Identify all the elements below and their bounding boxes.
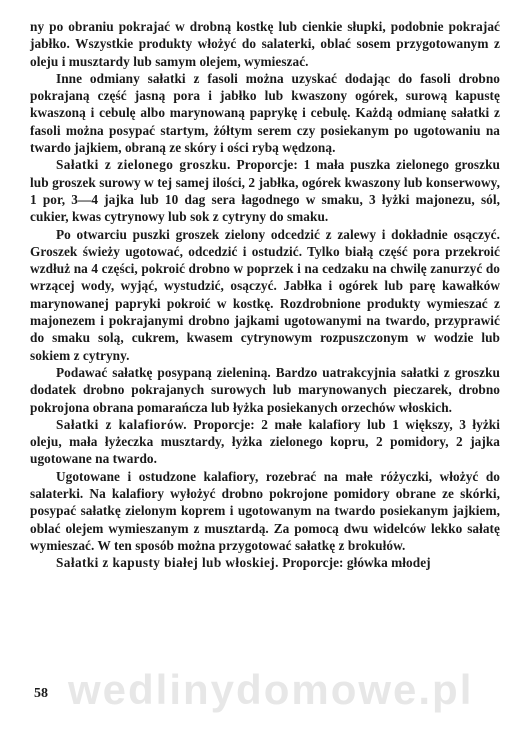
paragraph [30, 18, 500, 70]
paragraph-text: Inne odmiany sałatki z fasoli można uzyskać dodając do fasoli drobno pokrajaną część jasną pora i jabłko lub kwaszony ogórek, surową kapustę kwaszoną i cebulę albo marynowaną paprykę i cebulę. Każdą odmianę sałatki z fasoli można posypać startym, żółtym serem czy posiekanym po ugotowaniu na twardo jajkiem, obraną ze skóry i ości rybą wędzoną. [30, 70, 500, 156]
body-text [30, 18, 500, 572]
recipe-heading: Sałatki z zielonego groszku. [56, 157, 231, 173]
site-watermark: wedlinydomowe.pl [68, 666, 474, 713]
paragraph [30, 156, 500, 225]
book-page [30, 18, 500, 738]
paragraph [30, 416, 500, 468]
paragraph [30, 468, 500, 554]
paragraph-text: Proporcje: 2 małe kalafiory lub 1 większy, 3 łyżki oleju, mała łyżeczka musztardy, łyżka zielonego kopru, 2 pomidory, 2 jajka ugotowane na twardo. [30, 416, 500, 467]
recipe-heading: Sałatki z kapusty białej lub włoskiej. [56, 555, 279, 571]
page-number: 58 [34, 686, 48, 701]
recipe-heading: Sałatki z kalafiorów. [56, 416, 187, 432]
paragraph-text: Po otwarciu puszki groszek zielony odcedzić z zalewy i dokładnie osączyć. Groszek świeży ugotować, odcedzić i ostudzić. Tylko białą część pora przekroić wzdłuż na 4 części, pokroić drobno w poprzek i na cedzaku na chwilę zanurzyć do wrzącej wody, wyjąć, wystudzić, osączyć. Jabłka i ogórek lub parę kawałków marynowanej papryki pokroić w kostkę. Rozdrobnione produkty wymieszać z majonezem i pokrajanymi drobno jajkami ugotowanymi na twardo, przyprawić do smaku solą, cukrem, kwasem cytrynowym rozpuszczonym w wodzie lub sokiem z cytryny. [30, 226, 500, 363]
paragraph [30, 70, 500, 156]
paragraph-text: Podawać sałatkę posypaną zieleniną. Bardzo uatrakcyjnia sałatki z groszku dodatek drobno pokrajanych surowych lub marynowanych pieczarek, drobno pokrojona obrana pomarańcza lub łyżka posiekanych orzechów włoskich. [30, 364, 500, 415]
paragraph-text: Proporcje: 1 mała puszka zielonego groszku lub groszek surowy w tej samej ilości, 2 jabłka, ogórek kwaszony lub konserwowy, 1 por, 3—4 jajka lub 10 dag sera łagodnego w smaku, 3 łyżki majonezu, sól, cukier, kwas cytrynowy lub sok z cytryny do smaku. [30, 157, 500, 225]
paragraph [30, 226, 500, 364]
paragraph [30, 364, 500, 416]
paragraph-text: Ugotowane i ostudzone kalafiory, rozebrać na małe różyczki, włożyć do salaterki. Na kalafiory wyłożyć drobno pokrojone pomidory obrane ze skórki, posypać sałatkę zielonym koprem i ugotowanym na twardo posiekanym jajkiem, oblać olejem wymieszanym z musztardą. Za pomocą dwu widelców lekko sałatę wymieszać. W ten sposób można przygotować sałatkę z brokułów. [30, 468, 500, 553]
paragraph [30, 554, 500, 571]
paragraph-text: Proporcje: główka młodej [278, 555, 431, 571]
paragraph-text: ny po obraniu pokrajać w drobną kostkę lub cienkie słupki, podobnie pokrajać jabłko. Wszystkie produkty włożyć do salaterki, oblać sosem przygotowanym z oleju i musztardy lub samym olejem, wymieszać. [30, 19, 500, 69]
